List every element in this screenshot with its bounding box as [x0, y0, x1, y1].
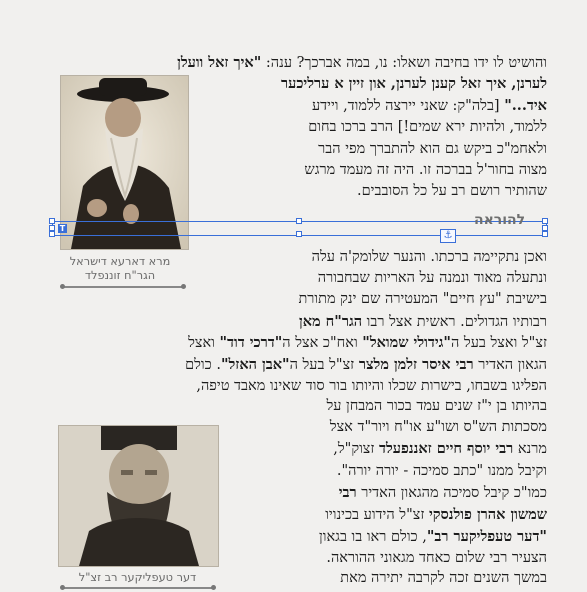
frame-handle-top-right[interactable] [542, 218, 548, 224]
p3-line6-plain: זצ"ל הידוע בכינויו [325, 507, 429, 524]
paragraph-2-col [213, 247, 547, 333]
p3-line5-plain: כמו"כ קיבל סמיכה מהגאון האדיר [356, 484, 547, 501]
p2-line5-e: ואצל [188, 335, 220, 351]
p3-line7-bold: "דער טעפליקער רב" [426, 528, 547, 546]
p3-line5 [241, 482, 547, 504]
p2-line1: ואכן נתקיימה ברכתו. והנער שלומק'ה עלה [311, 249, 547, 265]
frame-handle-bottom-left[interactable] [49, 231, 55, 237]
p1-line2-bold: לערנן, איך זאל קענן לערנן, און זיין א ערליכער [281, 75, 547, 92]
p2-line4 [213, 311, 547, 333]
p3-line1: בהיותו בן י"ז שנים עמד בכור המבחן על [326, 398, 547, 414]
p3-line8: הצעיר רבי שלום כאחד מגאוני ההוראה. [326, 550, 547, 567]
p3-line7-plain: , כולם ראו בו בגאון [319, 529, 427, 546]
p1-line1-bold: "איך זאל וועלן [177, 54, 262, 71]
p2-line4-bold: הגר"ח מאן [299, 312, 363, 330]
caption-1-line2: הגר"ח זוננפלד [84, 269, 156, 282]
caption-1-rule [62, 286, 184, 288]
p3-line6 [241, 504, 547, 526]
p2-line3: בישיבת "עץ חיים" המעטירה שם ינק מתורת [298, 291, 547, 308]
p2-line6-c: זצ"ל בעל ה [289, 357, 359, 374]
paragraph-3-col [241, 396, 547, 570]
p2-line7: הפליגו בשבחו, בישרות שכלו והיותו בור סוד שאינו מאבד טיפה, [196, 378, 547, 395]
paragraph-1-col [213, 73, 547, 202]
p1-line4: ללמוד, ולהיות ירא שמים!] הרב ברכו בחום [308, 119, 547, 136]
anchor-icon[interactable]: ⚓ [440, 229, 456, 243]
caption-1-line1: מרא דארעא דישראל [69, 255, 171, 268]
paragraph-1 [52, 52, 547, 74]
p3-line7 [241, 526, 547, 548]
p1-line1-plain: והושיט לו ידו בחיבה ושאלו: נו, במה אברכך? ענה: [261, 55, 547, 71]
p2-line6-b: רבי איסר זלמן מלצר [358, 356, 474, 374]
frame-handle-bottom-right[interactable] [542, 231, 548, 237]
p1-line7: שהותיר רושם רב על כל הסובבים. [357, 183, 547, 200]
p1-line5: ולאחמ"כ ביקש גם הוא להתברך מפי הבר [318, 140, 547, 157]
p2-line6 [52, 354, 547, 376]
paragraph-4-col [241, 568, 547, 589]
caption-2-rule [62, 587, 214, 589]
p2-line5 [52, 332, 547, 354]
p2-line6-a: הגאון האדיר [473, 357, 547, 374]
p3-line3-plain: מרנא [513, 441, 547, 458]
p2-line6-e: . כולם [185, 357, 221, 374]
p3-line3 [241, 438, 547, 460]
p1-line3 [213, 95, 547, 117]
p4-line1: במשך השנים זכה לקרבה יתירה מאת [340, 570, 547, 586]
p2-line6-d: "אבן האזל" [220, 356, 290, 374]
p1-line3-plain: [בלה"ק: שאני יירצה ללמוד, ויידע [311, 98, 505, 115]
p3-line5-bold: רבי [338, 483, 357, 501]
text-frame-icon[interactable]: T [59, 224, 66, 233]
p2-line5-a: זצ"ל ואצל בעל ה [450, 335, 547, 351]
p2-line4-plain: רבותיו הגדולים. ראשית אצל רבו [362, 313, 547, 330]
caption-2 [58, 571, 217, 585]
caption-2-line1: דער טעפליקער רב זצ"ל [78, 571, 197, 584]
paragraph-2-full [52, 332, 547, 398]
caption-1 [52, 255, 188, 283]
section-heading: להוראה [474, 212, 526, 228]
p2-line2: ונתעלה מאוד ונמנה על האריות שבחבורה [317, 270, 547, 287]
frame-handle-top-mid[interactable] [296, 218, 302, 224]
portrait-image-2 [59, 426, 218, 566]
p2-line5-b: "גידולי שמואל" [362, 334, 451, 351]
p1-line6: מצוה בחור'ל בברכה זו. היה זה מעמד מרגש [304, 161, 547, 178]
frame-handle-top-left[interactable] [49, 218, 55, 224]
p3-line6-bold: שמשון אהרן פולנסקי [428, 506, 547, 524]
p1-line3-bold: איד..." [504, 97, 547, 115]
p2-line5-c: ואח"כ אצל ה [282, 335, 363, 351]
p1-line2 [213, 73, 547, 95]
p2-line5-d: "דרכי דוד" [219, 334, 283, 351]
p3-line2: מסכתות הש"ס ושו"ע או"ח ויור"ד אצל [329, 419, 547, 436]
frame-handle-bottom-mid[interactable] [296, 231, 302, 237]
photo-tepliker-rav [58, 425, 219, 567]
p3-line3-tail: זצוק"ל, [333, 441, 380, 458]
p3-line4: וקיבל ממנו "כתב סמיכה - יורה יורה". [336, 462, 547, 479]
p3-line3-bold: רבי יוסף חיים זאננפעלד [379, 440, 514, 458]
